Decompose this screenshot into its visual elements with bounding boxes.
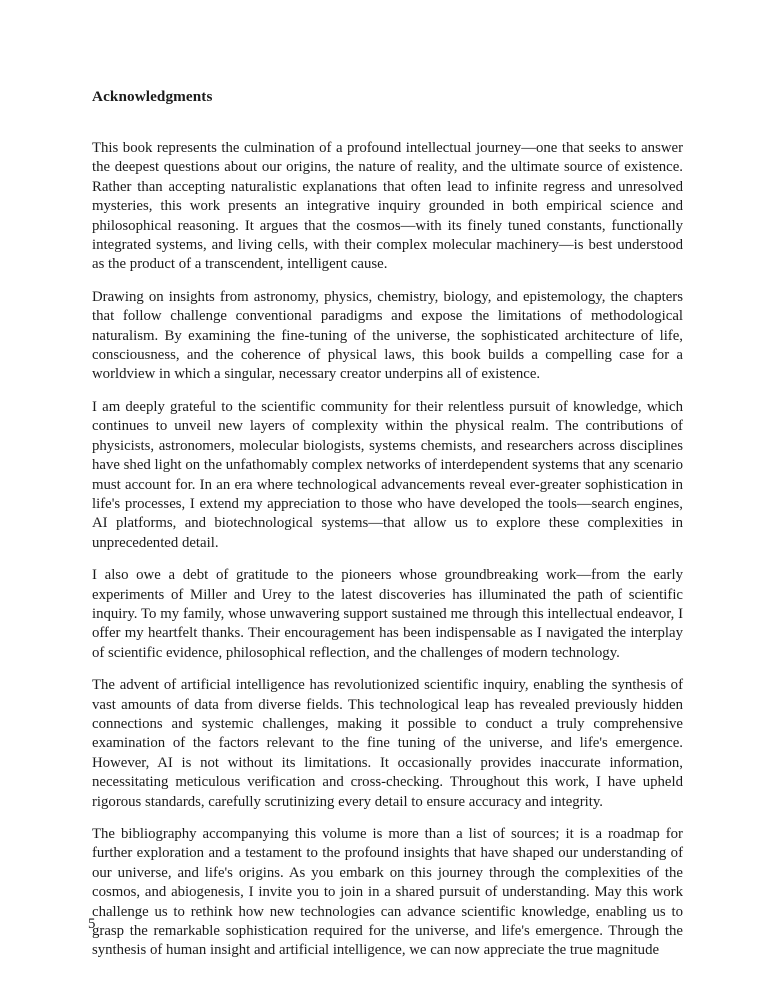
paragraph-1: This book represents the culmination of a profound intellectual journey—one that seeks to answer the deepest questions about our origins, the nature of reality, and the ultimate source of existence. Rather than accepting naturalistic explanations that often lead to infinite regress and unresolved mysteries, this work presents an integrative inquiry grounded in both empirical science and philosophical reasoning. It argues that the cosmos—with its finely tuned constants, functionally integrated systems, and living cells, with their complex molecular machinery—is best understood as the product of a transcendent, intelligent cause. bbox=[92, 140, 683, 273]
paragraph-5: The advent of artificial intelligence has revolutionized scientific inquiry, enabling the synthesis of vast amounts of data from diverse fields. This technological leap has revealed previously hidden connections and systemic challenges, making it possible to conduct a truly comprehensive examination of the factors relevant to the fine tuning of the universe, and life's emergence. However, AI is not without its limitations. It occasionally provides inaccurate information, necessitating meticulous verification and cross-checking. Throughout this work, I have upheld rigorous standards, carefully scrutinizing every detail to ensure accuracy and integrity. bbox=[92, 677, 683, 810]
paragraph-3: I am deeply grateful to the scientific community for their relentless pursuit of knowledge, which continues to unveil new layers of complexity within the physical realm. The contributions of physicists, astronomers, molecular biologists, systems chemists, and researchers across disciplines have shed light on the unfathomably complex networks of interdependent systems that any scenario must account for. In an era where technological advancements reveal ever-greater sophistication in life's processes, I extend my appreciation to those who have developed the tools—search engines, AI platforms, and biotechnological systems—that allow us to explore these complexities in unprecedented detail. bbox=[92, 398, 683, 551]
paragraph-4: I also owe a debt of gratitude to the pioneers whose groundbreaking work—from the early experiments of Miller and Urey to the latest discoveries has illuminated the path of scientific inquiry. To my family, whose unwavering support sustained me through this intellectual endeavor, I offer my heartfelt thanks. Their encouragement has been indispensable as I navigated the interplay of scientific evidence, philosophical reflection, and the challenges of modern technology. bbox=[92, 567, 683, 661]
section-title: Acknowledgments bbox=[92, 88, 213, 105]
paragraph-2: Drawing on insights from astronomy, physics, chemistry, biology, and epistemology, the chapters that follow challenge conventional paradigms and expose the limitations of methodological naturalism. By examining the fine-tuning of the universe, the sophisticated architecture of life, consciousness, and the coherence of physical laws, this book builds a compelling case for a worldview in which a singular, necessary creator underpins all of existence. bbox=[92, 288, 683, 383]
paragraph-6: The bibliography accompanying this volume is more than a list of sources; it is a roadmap for further exploration and a testament to the profound insights that have shaped our understanding of our universe, and life's origins. As you embark on this journey through the complexities of the cosmos, and abiogenesis, I invite you to join in a shared pursuit of understanding. May this work challenge us to rethink how new technologies can advance scientific knowledge, enabling us to grasp the remarkable sophistication required for the universe, and life's emergence. Through the synthesis of human insight and artificial intelligence, we can now appreciate the true magnitude bbox=[92, 826, 683, 959]
page-number: 5 bbox=[88, 916, 96, 932]
